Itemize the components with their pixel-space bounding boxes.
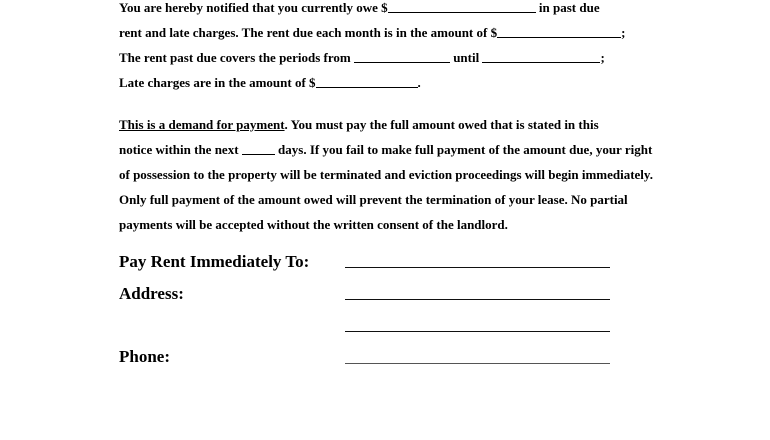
phone-field[interactable]: [345, 363, 610, 364]
pay-to-label: Pay Rent Immediately To:: [119, 252, 310, 271]
past-due-text: in past due: [535, 0, 600, 15]
late-charges-text: Late charges are in the amount of $: [119, 75, 316, 90]
demand-line-4: [119, 192, 628, 208]
demand-text-4: Only full payment of the amount owed will prevent the termination of your lease. No partial: [119, 192, 628, 207]
demand-text-1: . You must pay the full amount owed that is stated in this: [284, 117, 599, 132]
demand-text-3: of possession to the property will be terminated and eviction proceedings will begin immediately.: [119, 167, 653, 182]
demand-line-5: [119, 217, 508, 233]
demand-line-2: [119, 142, 652, 158]
amount-owed-blank[interactable]: [388, 1, 536, 13]
address-field-1[interactable]: [345, 299, 610, 300]
monthly-rent-text: rent and late charges. The rent due each month is in the amount of $: [119, 25, 498, 40]
period-until-blank[interactable]: [482, 51, 600, 63]
demand-heading: This is a demand for payment: [119, 117, 285, 132]
demand-text-5: payments will be accepted without the written consent of the landlord.: [119, 217, 508, 232]
period-line: [119, 50, 605, 66]
pay-to-field[interactable]: [345, 267, 610, 268]
period-from-blank[interactable]: [354, 51, 450, 63]
late-charges-blank[interactable]: [316, 76, 418, 88]
demand-line-1: [119, 117, 599, 133]
late-charges-line: [119, 75, 421, 91]
until-text: until: [449, 50, 483, 65]
amount-owed-text: You are hereby notified that you currently owe $: [119, 0, 388, 15]
monthly-rent-line: [119, 25, 625, 41]
amount-owed-line: [119, 0, 600, 16]
period-from-text: The rent past due covers the periods from: [119, 50, 354, 65]
period: .: [417, 75, 421, 90]
demand-text-2b: days. If you fail to make full payment of the amount due, your right: [274, 142, 653, 157]
phone-label: Phone:: [119, 347, 170, 366]
days-blank[interactable]: [242, 143, 275, 155]
address-label: Address:: [119, 284, 184, 303]
demand-text-2a: notice within the next: [119, 142, 242, 157]
semicolon: ;: [600, 50, 605, 65]
semicolon: ;: [621, 25, 626, 40]
address-field-2[interactable]: [345, 331, 610, 332]
monthly-rent-blank[interactable]: [497, 26, 621, 38]
demand-line-3: [119, 167, 653, 183]
